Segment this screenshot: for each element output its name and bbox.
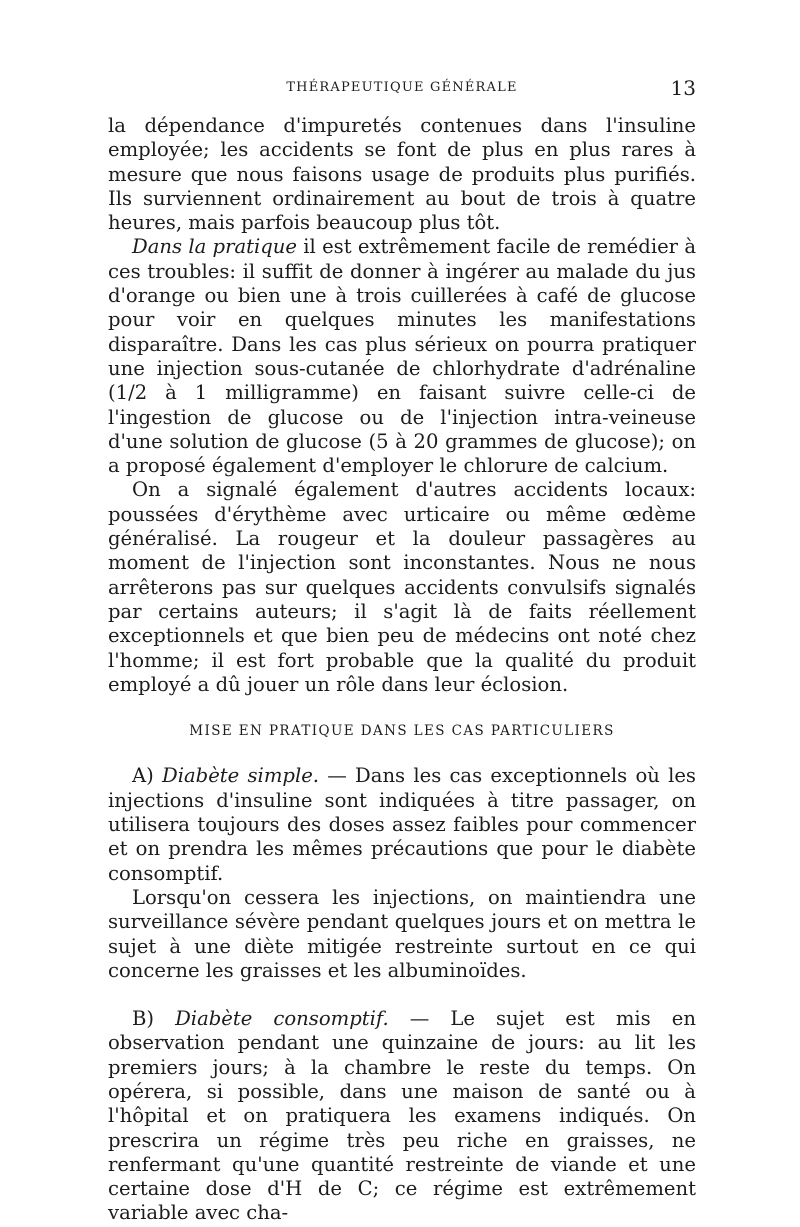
section-b	[108, 1007, 696, 1226]
section-a-label: A)	[132, 764, 163, 788]
section-a-followup: Lorsqu'on cessera les injections, on maintiendra une surveillance sévère pendant quelques jours et on mettra le sujet à une diète mitigée restreinte surtout en ce qui concerne les graisses et les albuminoïdes.	[108, 885, 696, 982]
section-a-text: — Dans les cas exceptionnels où les injections d'insuline sont indiquées à titre passager, on utilisera toujours des doses assez faibles pour commencer et on prendra les mêmes précautions que pour le diabète consomptif.	[108, 764, 696, 885]
paragraph-text: il est extrêmement facile de remédier à ces troubles: il suffit de donner à ingérer au malade du jus d'orange ou bien une à trois cuillerées à café de glucose pour voir en quelques minutes les manifestations disparaître. Dans les cas plus sérieux on pourra pratiquer une injection sous-cutanée de chlorhydrate d'adrénaline (1/2 à 1 milligramme) en faisant suivre celle-ci de l'ingestion de glucose ou de l'injection intra-veineuse d'une solution de glucose (5 à 20 grammes de glucose); on a proposé également d'employer le chlorure de calcium.	[108, 235, 696, 478]
section-a-title: Diabète simple.	[162, 764, 320, 788]
paragraph-pratique	[108, 235, 696, 478]
section-b-label: B)	[132, 1007, 176, 1031]
section-heading: MISE EN PRATIQUE DANS LES CAS PARTICULIERS	[189, 723, 615, 740]
body-text	[108, 114, 696, 1226]
paragraph-accidents-locaux: On a signalé également d'autres accidents locaux: poussées d'érythème avec urticaire ou même œdème généralisé. La rougeur et la douleur passagères au moment de l'injection sont inconstantes. Nous ne nous arrêterons pas sur quelques accidents convulsifs signalés par certains auteurs; il s'agit là de faits réellement exceptionnels et que bien peu de médecins ont noté chez l'homme; il est fort probable que la qualité du produit employé a dû jouer un rôle dans leur éclosion.	[108, 478, 696, 696]
paragraph-lead-italic: Dans la pratique	[132, 235, 298, 259]
running-title: THÉRAPEUTIQUE GÉNÉRALE	[286, 80, 518, 95]
section-b-text: — Le sujet est mis en observation pendant une quinzaine de jours: au lit les premiers jours; à la chambre le reste du temps. On opérera, si possible, dans une maison de santé ou à l'hôpital et on pratiquera les examens indiqués. On prescrira un régime très peu riche en graisses, ne renfermant qu'une quantité restreinte de viande et une certaine dose d'H de C; ce régime est extrêmement variable avec cha-	[108, 1007, 696, 1225]
page-number: 13	[670, 76, 696, 100]
section-a	[108, 764, 696, 885]
paragraph-continuation: la dépendance d'impuretés contenues dans l'insuline employée; les accidents se font de plus en plus rares à mesure que nous faisons usage de produits plus purifiés. Ils surviennent ordinairement au bout de trois à quatre heures, mais parfois beaucoup plus tôt.	[108, 114, 696, 235]
running-head	[108, 76, 696, 102]
section-b-title: Diabète consomptif.	[175, 1007, 389, 1031]
